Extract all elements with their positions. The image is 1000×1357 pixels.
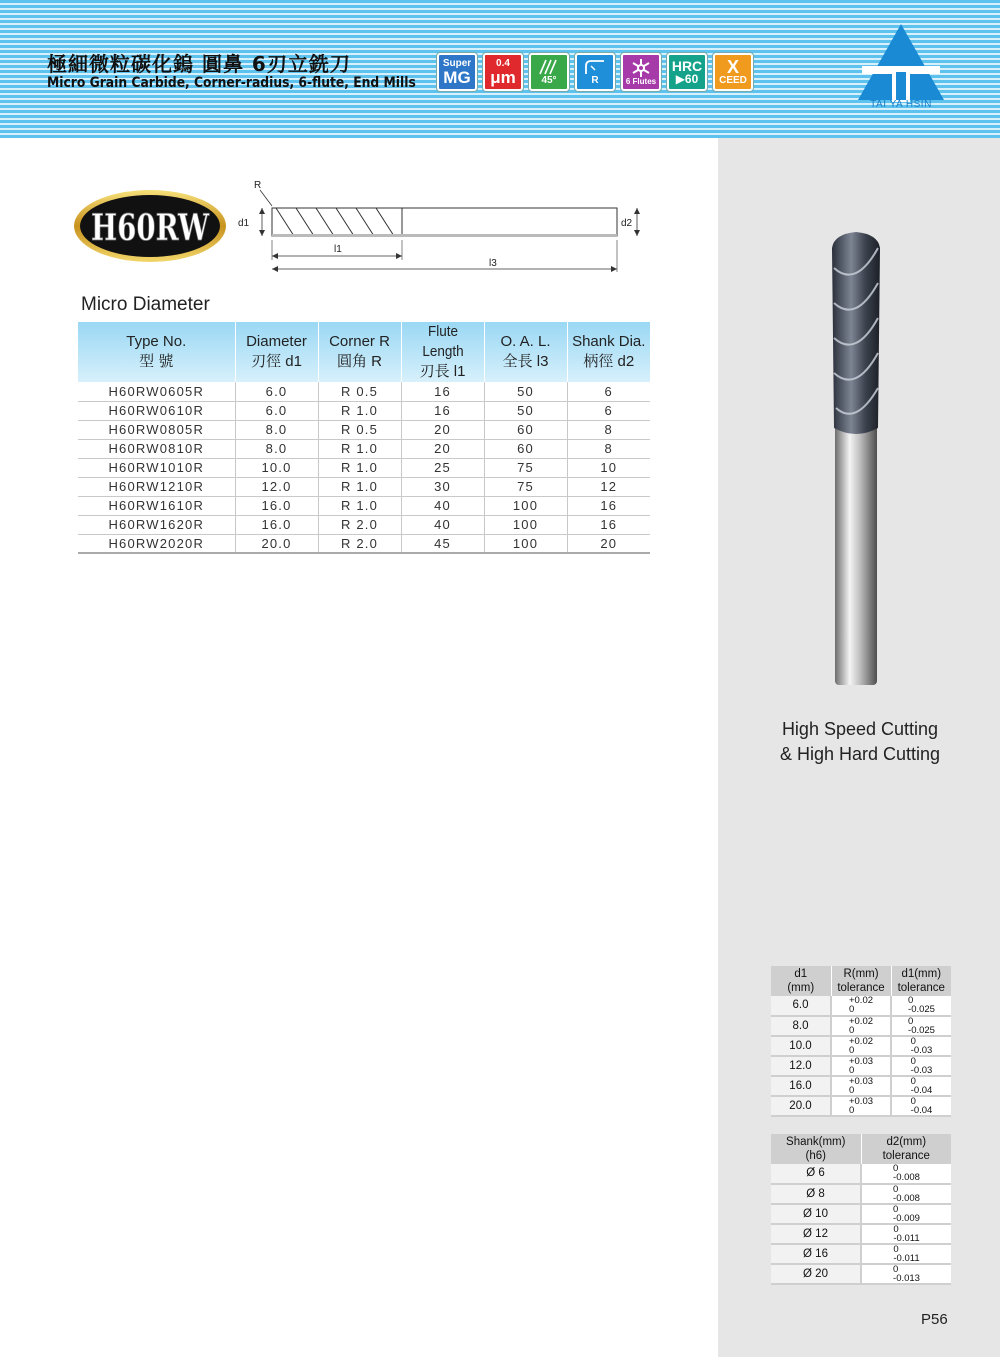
tol-d2-cell — [861, 1164, 951, 1184]
tol-d2-value: 0 -0.013 — [893, 1263, 920, 1284]
tol-shank-cell: Ø 10 — [771, 1204, 861, 1224]
tol-d2-cell — [861, 1264, 951, 1284]
tolerance-row — [771, 1164, 951, 1184]
feature-badges — [437, 53, 753, 91]
table-cell: 25 — [401, 458, 484, 477]
tol-r-cell — [831, 1016, 891, 1036]
table-row — [78, 496, 650, 515]
drawing-d1-label: d1 — [238, 218, 250, 229]
tol-d1-cell: 10.0 — [771, 1036, 831, 1056]
tol-r-value: +0.03 0 — [848, 1075, 874, 1096]
table-cell: 45 — [401, 534, 484, 553]
table-cell: R 2.0 — [318, 534, 401, 553]
table-cell: 16 — [567, 515, 650, 534]
tol-r-cell — [831, 1056, 891, 1076]
tol-r-value: +0.02 0 — [848, 995, 874, 1016]
tol-d2-value: 0 -0.011 — [893, 1243, 920, 1264]
tol-r-cell — [831, 1076, 891, 1096]
hrc-60-badge: HRC ▶60 — [667, 53, 707, 91]
tol-d-cell — [891, 1076, 951, 1096]
specification-table — [78, 322, 650, 554]
col-header-diameter: Diameter 刃徑 d1 — [235, 322, 318, 382]
tolerance-row — [771, 1184, 951, 1204]
table-cell: 16.0 — [235, 515, 318, 534]
tol-d-value: 0 -0.03 — [910, 1035, 933, 1056]
table-cell: 50 — [484, 382, 567, 401]
col-header-corner-r: Corner R 圓角 R — [318, 322, 401, 382]
table-cell: 20 — [567, 534, 650, 553]
table-cell: R 0.5 — [318, 420, 401, 439]
tol1-header-d1: d1 (mm) — [771, 966, 831, 996]
caption-line-1: High Speed Cutting — [781, 719, 939, 739]
tol-r-cell — [831, 996, 891, 1016]
table-cell: 100 — [484, 534, 567, 553]
tol-d-value: 0 -0.025 — [908, 1015, 935, 1036]
end-mill-product-image — [820, 228, 892, 688]
grain-size-badge: 0.4 μm — [483, 53, 523, 91]
tol-r-value: +0.03 0 — [848, 1095, 874, 1116]
table-row — [78, 401, 650, 420]
table-cell: R 1.0 — [318, 496, 401, 515]
table-cell: 10 — [567, 458, 650, 477]
drawing-l3-label: l3 — [489, 258, 497, 269]
table-cell: 20.0 — [235, 534, 318, 553]
table-cell: 8.0 — [235, 439, 318, 458]
tol-d1-cell: 8.0 — [771, 1016, 831, 1036]
page-number: P56 — [921, 1311, 948, 1328]
table-row — [78, 534, 650, 553]
table-cell: R 1.0 — [318, 458, 401, 477]
model-name: H60RW — [91, 207, 210, 249]
tol1-header-r: R(mm) tolerance — [831, 966, 891, 996]
table-cell: H60RW1620R — [78, 515, 235, 534]
x-ceed-badge: X CEED — [713, 53, 753, 91]
tol-d2-cell — [861, 1224, 951, 1244]
tol-shank-cell: Ø 6 — [771, 1164, 861, 1184]
col-header-flute-length: Flute Length 刃長 l1 — [401, 322, 484, 382]
tol-d-value: 0 -0.04 — [910, 1095, 933, 1116]
tolerance-row — [771, 1056, 951, 1076]
col-header-oal: O. A. L. 全長 l3 — [484, 322, 567, 382]
tol-d-cell — [891, 1036, 951, 1056]
tolerance-row — [771, 996, 951, 1016]
tolerance-row — [771, 1264, 951, 1284]
tol-d2-value: 0 -0.008 — [893, 1163, 920, 1184]
table-cell: R 1.0 — [318, 477, 401, 496]
tol-d1-cell: 6.0 — [771, 996, 831, 1016]
table-cell: 8 — [567, 439, 650, 458]
tolerance-row — [771, 1244, 951, 1264]
tol-r-value: +0.02 0 — [848, 1015, 874, 1036]
table-cell: 8.0 — [235, 420, 318, 439]
drawing-d2-label: d2 — [621, 218, 633, 229]
table-cell: H60RW0610R — [78, 401, 235, 420]
section-title: Micro Diameter — [81, 294, 210, 315]
table-cell: H60RW1010R — [78, 458, 235, 477]
table-cell: 100 — [484, 496, 567, 515]
table-cell: 16 — [401, 382, 484, 401]
tol-d2-cell — [861, 1244, 951, 1264]
caption-line-2: & High Hard Cutting — [779, 744, 941, 764]
table-cell: 20 — [401, 439, 484, 458]
end-mill-dimension-drawing — [232, 174, 652, 274]
header-band — [0, 0, 1000, 138]
d1-tolerance-table — [771, 966, 951, 1117]
tolerance-row — [771, 1224, 951, 1244]
tol2-header-shank: Shank(mm) (h6) — [771, 1134, 861, 1164]
tolerance-row — [771, 1204, 951, 1224]
table-cell: 40 — [401, 515, 484, 534]
title-chinese: 極細微粒碳化鎢 圓鼻 6刃立銑刀 — [47, 52, 351, 76]
table-cell: 100 — [484, 515, 567, 534]
tolerance-row — [771, 1036, 951, 1056]
tol-shank-cell: Ø 20 — [771, 1264, 861, 1284]
table-row — [78, 458, 650, 477]
table-cell: H60RW1610R — [78, 496, 235, 515]
table-cell: 40 — [401, 496, 484, 515]
tol-d2-value: 0 -0.009 — [893, 1203, 920, 1224]
table-cell: R 2.0 — [318, 515, 401, 534]
table-cell: 16 — [401, 401, 484, 420]
title-english: Micro Grain Carbide, Corner-radius, 6-flute, End Mills — [47, 75, 416, 91]
tol-d-cell — [891, 1056, 951, 1076]
tol-d2-cell — [861, 1204, 951, 1224]
tol-d-value: 0 -0.03 — [910, 1055, 933, 1076]
tolerance-row — [771, 1096, 951, 1116]
table-cell: R 0.5 — [318, 382, 401, 401]
table-cell: 60 — [484, 439, 567, 458]
table-cell: 12 — [567, 477, 650, 496]
tol-d2-value: 0 -0.011 — [893, 1223, 920, 1244]
table-cell: 75 — [484, 458, 567, 477]
table-cell: 6.0 — [235, 401, 318, 420]
corner-radius-icon: R — [575, 53, 615, 91]
table-row — [78, 477, 650, 496]
tol-d2-cell — [861, 1184, 951, 1204]
table-cell: 6 — [567, 401, 650, 420]
tol-r-cell — [831, 1096, 891, 1116]
table-cell: R 1.0 — [318, 439, 401, 458]
col-header-shank: Shank Dia. 柄徑 d2 — [567, 322, 650, 382]
table-row — [78, 439, 650, 458]
company-name: TAI YA HSIN — [870, 99, 932, 110]
table-cell: H60RW0810R — [78, 439, 235, 458]
table-cell: 6 — [567, 382, 650, 401]
table-cell: H60RW0605R — [78, 382, 235, 401]
tol-shank-cell: Ø 8 — [771, 1184, 861, 1204]
tol-r-value: +0.03 0 — [848, 1055, 874, 1076]
tol-d1-cell: 12.0 — [771, 1056, 831, 1076]
tol-d2-value: 0 -0.008 — [893, 1183, 920, 1204]
tolerance-row — [771, 1016, 951, 1036]
tol2-header-d2: d2(mm) tolerance — [861, 1134, 951, 1164]
caption — [740, 717, 980, 767]
tol1-header-d1-tol: d1(mm) tolerance — [891, 966, 951, 996]
table-cell: 16.0 — [235, 496, 318, 515]
table-cell: 75 — [484, 477, 567, 496]
drawing-l1-label: l1 — [334, 244, 342, 255]
tol-r-value: +0.02 0 — [848, 1035, 874, 1056]
tol-d1-cell: 16.0 — [771, 1076, 831, 1096]
table-cell: R 1.0 — [318, 401, 401, 420]
tol-d-value: 0 -0.04 — [910, 1075, 933, 1096]
tolerance-row — [771, 1076, 951, 1096]
table-cell: 16 — [567, 496, 650, 515]
shank-tolerance-table — [771, 1134, 951, 1285]
helix-45-icon: 45° — [529, 53, 569, 91]
tol-d-cell — [891, 996, 951, 1016]
table-cell: 10.0 — [235, 458, 318, 477]
table-cell: H60RW0805R — [78, 420, 235, 439]
table-cell: 20 — [401, 420, 484, 439]
table-cell: 60 — [484, 420, 567, 439]
super-mg-badge: Super MG — [437, 53, 477, 91]
tol-shank-cell: Ø 16 — [771, 1244, 861, 1264]
tol-d-cell — [891, 1016, 951, 1036]
tol-d-cell — [891, 1096, 951, 1116]
table-cell: H60RW1210R — [78, 477, 235, 496]
table-row — [78, 382, 650, 401]
table-row — [78, 420, 650, 439]
table-row — [78, 515, 650, 534]
table-cell: 6.0 — [235, 382, 318, 401]
tol-d-value: 0 -0.025 — [908, 995, 935, 1016]
table-cell: 8 — [567, 420, 650, 439]
table-cell: 50 — [484, 401, 567, 420]
six-flutes-icon: 6 Flutes — [621, 53, 661, 91]
tol-r-cell — [831, 1036, 891, 1056]
drawing-r-label: R — [254, 180, 262, 191]
tol-d1-cell: 20.0 — [771, 1096, 831, 1116]
table-cell: H60RW2020R — [78, 534, 235, 553]
col-header-type: Type No. 型 號 — [78, 322, 235, 382]
model-logo-oval — [72, 188, 228, 264]
table-cell: 12.0 — [235, 477, 318, 496]
tol-shank-cell: Ø 12 — [771, 1224, 861, 1244]
table-cell: 30 — [401, 477, 484, 496]
